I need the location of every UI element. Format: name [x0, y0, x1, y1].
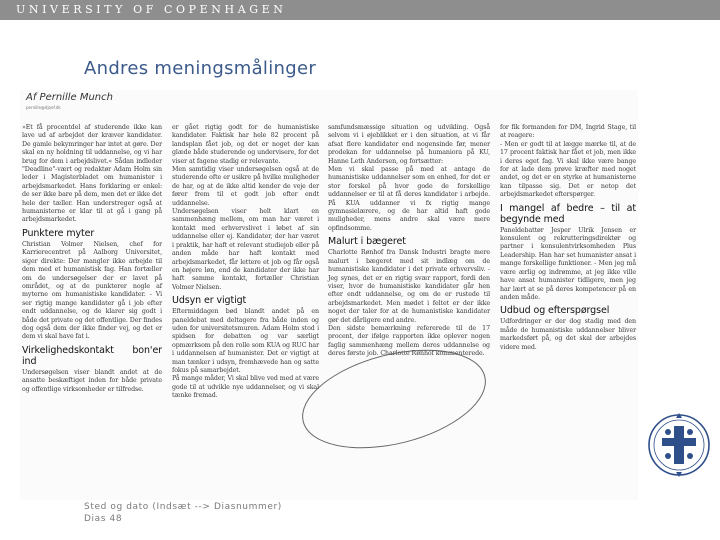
subheading: Punktere myter	[22, 227, 95, 239]
paragraph: På mange måder, Vi skal blive ved med at være gode til at udvikle nye uddannelser, og vi skal tænke fremad.	[172, 375, 319, 400]
paragraph: - Men er godt til at lægge mærke til, at de 17 procent faktisk har fået et job, men ikke i deres eget fag. Vi skal ikke være bange for at lade dem prøve kræfter med noget andet, og det er en styrke at humanisterne kan tilpasse sig. Det er netop det arbejdsmarkedet efterspørger.	[500, 140, 636, 199]
slide-footer	[84, 501, 282, 525]
slide-number: Dias 48	[84, 514, 123, 524]
subheading: Udbud og efterspørgsel	[500, 305, 610, 317]
slide-title: Andres meningsmålinger	[84, 58, 317, 79]
paragraph: Den sidste bemærkning refererede til de 17 procent, der ifølge rapporten ikke oplever nogen faglig sammenhæng mellem deres uddannelse og deres første job. Charlotte Rønhof kommenterede.	[328, 324, 490, 358]
article-column-3	[328, 124, 490, 359]
subheading: Malurt i bægeret	[328, 236, 406, 248]
paragraph: Christian Volmer Nielsen, chef for Karrierecentret på Aalborg Universitet, siger direkte: Der mangler ikke arbejde til dem med et humanistisk fag. Han fortæller om de undersøgelser der er lavet på området, og at de punkterer nogle af myterne om humanistiske kandidater. - Vi ser rigtig mange kandidater gå i job efter endt uddannelse, og de klarer sig godt i både det private og det offentlige. Der findes dog også dem der ikke finder vej, og det er dem vi skal have fat i.	[22, 240, 162, 341]
university-seal-graphic	[646, 400, 712, 490]
footer-date-placeholder: Sted og dato (Indsæt --> Diasnummer)	[84, 502, 282, 512]
paragraph: Udfordringer er der dog stadig med den måde de humanistiske uddannelser bliver markedsført på, og det skal der arbejdes videre med.	[500, 318, 636, 351]
article-column-1	[22, 124, 162, 394]
subheading: Virkelighedskontakt bon'er ind	[22, 344, 162, 367]
top-bar	[0, 0, 720, 20]
university-name: UNIVERSITY OF COPENHAGEN	[16, 3, 287, 16]
byline: Af Pernille Munch	[26, 92, 113, 103]
paragraph: Men samtidig viser undersøgelsen også at de studerende ofte er usikre på hvilke muligheder de har, og at de ikke altid kender de veje der fører frem til et godt job efter endt uddannelse.	[172, 166, 319, 207]
paragraph: »Et få procentdel af studerende ikke kan lave ud af arbejdet der kræver kandidater. De gamle bekymringer har intet at gøre. Der skal en ny holdning til uddannelse, og vi har brug for dem i arbejdslivet.« Sådan indleder "Deadline"-vært og redaktør Adam Holm sin leder i Magisterbladet om humanister i arbejdsmarkedet. Hans forklaring er enkel: de ser ikke bare på dem, men det er ikke det hele der tæller. Han understreger også at humanisterne er klar til at gå i gang på arbejdsmarkedet.	[22, 124, 162, 224]
paragraph: Undersøgelsen viser blandt andet at de ansatte beskæftiget inden for både private og offentlige virksomheder er tilfredse.	[22, 368, 162, 393]
paragraph: er gået rigtig godt for de humanistiske kandidater. Faktisk har hele 82 procent på landsplan fået job, og det er noget der kan glæde både studerende og undervisere, for det viser at fagene stadig er relevante.	[172, 124, 319, 165]
paragraph: Men vi skal passe på med at antage de humanistiske uddannelser som en enhed, for det er stor forskel på hvor gode de forskellige uddannelser er til at få deres kandidater i arbejde. På KUA uddanner vi fx rigtig mange gymnasielærere, og de har altid haft gode muligheder, mens andre skal være mere opfindsomme.	[328, 166, 490, 232]
article-column-2	[172, 124, 319, 401]
paragraph: Undersøgelsen viser helt klart en sammenhæng mellem, om man har været i kontakt med erhvervslivet i løbet af sin uddannelse eller ej. Kandidater, der har været i praktik, har haft et relevant studiejob eller på anden måde har haft kontakt med arbejdsmarkedet, får lettere et job og får også en højere løn, end de kandidater der ikke har haft samme kontakt, fortæller Christian Volmer Nielsen.	[172, 208, 319, 291]
byline-email: pernille@djoef.dk	[26, 105, 61, 110]
university-seal-icon	[646, 400, 712, 490]
paragraph: Eftermiddagen bød blandt andet på en paneldebat med deltagere fra både inden og uden for universitetsmuren. Adam Holm stod i spidsen for debatten og var særligt opmærksom på den rolle som KUA og RUC har i uddannelsen af humanister. Det er vigtigt at man tænker i udsyn, fremhævede han og satte fokus på samarbejdet.	[172, 308, 319, 374]
subheading: Udsyn er vigtigt	[172, 295, 247, 307]
subheading: I mangel af bedre – til at begynde med	[500, 202, 636, 225]
paragraph: for fik formanden for DM, Ingrid Stage, til at reagere:	[500, 124, 636, 140]
paragraph: samfundsmæssige situation og udvikling. Også selvom vi i øjeblikket er i den situation, at vi får afsat flere kandidater end nogensinde før, mener prodekan for uddannelse på humaniora på KU, Hanne Leth Andersen, og fortsætter:	[328, 124, 490, 165]
paragraph: Charlotte Rønhof fra Dansk Industri bragte mere malurt i bægeret med sit indlæg om de humanistiske kandidater i det private erhvervsliv. - Jeg synes, det er en rigtig svær rapport, fordi den viser, hvor de humanistiske kandidater går hen efter endt uddannelse, og om de er rustede til arbejdsmarkedet. Men mødet i feltet er der ikke noget der taler for at de humanistiske kandidater gør det dårligere end andre.	[328, 249, 490, 324]
paragraph: Paneldebattør Jesper Ulrik Jensen er konsulent og rekrutteringsdirektør og partner i konsulentvirksomheden Plus Leadership. Han har set humanister ansat i mange forskellige funktioner. - Men jeg må være ærlig og indrømme, at jeg ikke ville have ansat humanister tidligere, men jeg har lært at se på deres kompetencer på en anden måde.	[500, 226, 636, 301]
article-column-4	[500, 124, 636, 352]
